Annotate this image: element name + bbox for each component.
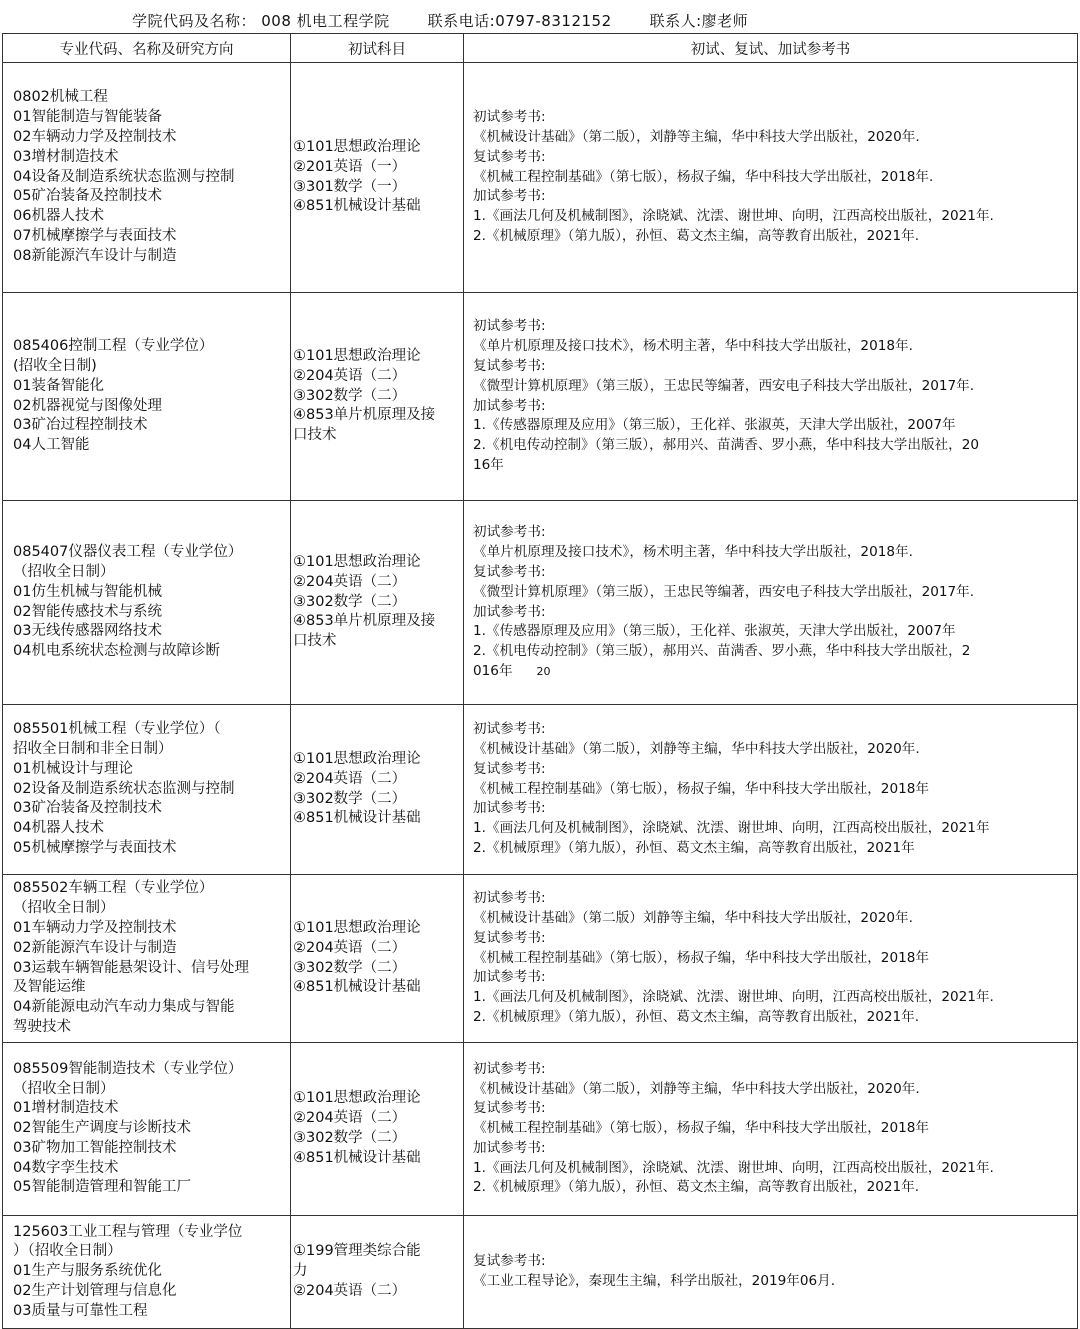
major-line: 085509智能制造技术（专业学位）: [13, 1060, 243, 1077]
major-line: 02车辆动力学及控制技术: [13, 129, 177, 145]
books-line: 复试参考书:: [473, 563, 546, 580]
major-cell: [3, 875, 291, 1042]
books-line: 加试参考书:: [473, 603, 546, 620]
major-line: 085501机械工程（专业学位）（: [13, 721, 221, 738]
books-line: 复试参考书:: [473, 1253, 546, 1270]
books-line: 2.《机电传动控制》（第三版），郝用兴、苗满香、罗小燕，华中科技大学出版社，2: [473, 643, 971, 660]
exam-line: 口技术: [293, 633, 337, 650]
books-line: 《机械工程控制基础》（第七版），杨叔子编，华中科技大学出版社，2018年: [473, 780, 929, 797]
books-line: 2.《机械原理》（第九版），孙恒、葛文杰主编，高等教育出版社，2021年.: [473, 227, 920, 244]
books-line: 2.《机械原理》（第九版），孙恒、葛文杰主编，高等教育出版社，2021年: [473, 839, 915, 856]
header-major: 专业代码、名称及研究方向: [3, 34, 291, 62]
exam-cell-lines: [293, 347, 435, 446]
books-line: 1.《传感器原理及应用》（第三版），王化祥、张淑英，天津大学出版社，2007年: [473, 623, 956, 640]
exam-line: ③302数学（二）: [293, 790, 407, 807]
exam-cell: [291, 293, 464, 500]
major-line: ）（招收全日制）: [13, 1243, 122, 1260]
major-cell: [3, 63, 291, 292]
major-line: 01装备智能化: [13, 377, 104, 394]
major-line: （招收全日制）: [13, 563, 115, 580]
books-line: 16年: [473, 456, 504, 473]
books-cell: [464, 501, 1077, 704]
major-cell-lines: [13, 543, 242, 662]
exam-cell: [291, 1043, 464, 1215]
major-line: 04人工智能: [13, 437, 90, 454]
table-row: [2, 705, 1078, 875]
major-cell-lines: [13, 720, 234, 859]
page-number: 20: [536, 664, 551, 678]
exam-line: ①101思想政治理论: [293, 1090, 421, 1107]
books-cell-lines: [473, 1252, 835, 1292]
books-line: 初试参考书:: [473, 1060, 546, 1077]
table-body: [2, 63, 1078, 1329]
books-line: 《工业工程导论》，秦现生主编，科学出版社，2019年06月.: [473, 1273, 836, 1289]
contact-label: 联系人:廖老师: [649, 12, 749, 30]
college-label: 学院代码及名称： 008 机电工程学院: [132, 12, 390, 30]
books-line: 《机械设计基础》（第二版），刘静等主编，华中科技大学出版社，2020年.: [473, 129, 920, 145]
exam-line: ③302数学（二）: [293, 593, 407, 610]
major-line: 03矿冶装备及控制技术: [13, 800, 162, 817]
exam-line: ②204英语（二）: [293, 1110, 407, 1127]
major-line: 02生产计划管理与信息化: [13, 1282, 177, 1299]
major-line: 04数字孪生技术: [13, 1159, 119, 1176]
exam-line: ④853单片机原理及接: [293, 613, 436, 630]
major-line: 03增材制造技术: [13, 148, 119, 165]
exam-line: ①101思想政治理论: [293, 919, 421, 936]
books-line: 复试参考书:: [473, 148, 546, 165]
major-line: 06机器人技术: [13, 208, 104, 225]
books-line: 复试参考书:: [473, 1100, 546, 1117]
table-row: [2, 875, 1078, 1043]
exam-line: ③302数学（二）: [293, 959, 407, 976]
books-line: 《微型计算机原理》（第三版），王忠民等编著，西安电子科技大学出版社，2017年.: [473, 377, 975, 394]
books-line: 复试参考书:: [473, 760, 546, 777]
major-line: 02设备及制造系统状态监测与控制: [13, 780, 235, 797]
major-line: 085407仪器仪表工程（专业学位）: [13, 544, 243, 561]
books-line: 1.《画法几何及机械制图》，涂晓斌、沈澐、谢世坤、向明，江西高校出版社，2021年.: [473, 989, 994, 1006]
books-line: 《机械工程控制基础》（第七版），杨叔子编，华中科技大学出版社，2018年.: [473, 168, 934, 185]
exam-cell: [291, 63, 464, 292]
exam-cell-lines: [293, 750, 421, 829]
books-line: 加试参考书:: [473, 1139, 546, 1156]
books-cell-lines: [473, 889, 994, 1028]
header-books: 初试、复试、加试参考书: [690, 41, 851, 58]
major-cell: [3, 1216, 291, 1328]
major-line: 07机械摩擦学与表面技术: [13, 227, 177, 244]
exam-line: ②201英语（一）: [293, 158, 407, 175]
exam-line: ①101思想政治理论: [293, 138, 421, 155]
exam-line: ③301数学（一）: [293, 178, 407, 195]
major-cell-lines: [13, 88, 234, 266]
exam-cell: [291, 705, 464, 874]
exam-cell: [291, 875, 464, 1042]
exam-line: ③302数学（二）: [293, 387, 407, 404]
major-line: 及智能运维: [13, 979, 86, 996]
books-line: 《微型计算机原理》（第三版），王忠民等编著，西安电子科技大学出版社，2017年.: [473, 583, 975, 600]
table-row: [2, 293, 1078, 501]
admission-table: [2, 33, 1078, 1329]
table-header-row: [2, 33, 1078, 63]
books-line: 1.《画法几何及机械制图》，涂晓斌、沈澐、谢世坤、向明，江西高校出版社，2021年.: [473, 208, 994, 225]
books-line: 复试参考书:: [473, 929, 546, 946]
major-line: 03运载车辆智能悬架设计、信号处理: [13, 959, 249, 976]
exam-line: ①101思想政治理论: [293, 348, 421, 364]
major-line: 03矿物加工智能控制技术: [13, 1139, 177, 1156]
major-line: 085502车辆工程（专业学位）: [13, 880, 214, 897]
books-cell-lines: [473, 523, 974, 681]
books-line: 2.《机电传动控制》（第三版），郝用兴、苗满香、罗小燕，华中科技大学出版社，20: [473, 437, 980, 454]
books-line: 加试参考书:: [473, 800, 546, 817]
major-line: 05矿冶装备及控制技术: [13, 188, 162, 205]
major-cell: [3, 705, 291, 874]
books-cell-lines: [473, 108, 994, 247]
books-cell-lines: [473, 720, 990, 859]
exam-line: ④851机械设计基础: [293, 810, 421, 827]
major-line: 02新能源汽车设计与制造: [13, 939, 177, 956]
exam-line: ②204英语（二）: [293, 770, 407, 787]
major-line: 01机械设计与理论: [13, 760, 133, 777]
books-line: 016年: [473, 662, 513, 679]
exam-cell-lines: [293, 1089, 421, 1168]
books-line: 《机械设计基础》（第二版），刘静等主编，华中科技大学出版社，2020年.: [473, 1080, 920, 1097]
major-line: 02智能生产调度与诊断技术: [13, 1120, 191, 1137]
exam-line: ②204英语（二）: [293, 367, 407, 384]
major-line: 05智能制造管理和智能工厂: [13, 1179, 191, 1196]
books-line: 初试参考书:: [473, 524, 546, 541]
books-cell: [464, 705, 1077, 874]
table-row: [2, 63, 1078, 293]
books-line: 《单片机原理及接口技术》，杨术明主著，华中科技大学出版社，2018年.: [473, 338, 913, 355]
major-line: 02智能传感技术与系统: [13, 603, 162, 620]
major-line: 01生产与服务系统优化: [13, 1263, 162, 1280]
page-header: [132, 10, 786, 31]
major-line: 04新能源电动汽车动力集成与智能: [13, 999, 235, 1016]
major-line: 03矿冶过程控制技术: [13, 417, 148, 434]
major-line: 03质量与可靠性工程: [13, 1302, 148, 1319]
major-cell-lines: [13, 1223, 242, 1322]
books-line: 初试参考书:: [473, 890, 546, 907]
major-line: 085406控制工程（专业学位）: [13, 338, 214, 355]
major-line: （招收全日制）: [13, 1080, 115, 1097]
books-line: 1.《传感器原理及应用》（第三版），王化祥、张淑英，天津大学出版社，2007年: [473, 417, 956, 434]
table-row: [2, 1043, 1078, 1216]
exam-cell-lines: [293, 553, 435, 652]
major-line: 驾驶技术: [13, 1018, 71, 1035]
exam-cell-lines: [293, 138, 421, 217]
major-line: 招收全日制和非全日制）: [13, 741, 173, 757]
books-line: 加试参考书:: [473, 969, 546, 986]
major-cell: [3, 293, 291, 500]
major-line: 125603工业工程与管理（专业学位: [13, 1223, 243, 1240]
books-cell: [464, 63, 1077, 292]
books-line: 初试参考书:: [473, 318, 546, 335]
exam-line: ③302数学（二）: [293, 1130, 407, 1146]
table-row: [2, 501, 1078, 705]
major-line: 04机电系统状态检测与故障诊断: [13, 643, 220, 660]
books-line: 《机械设计基础》（第二版），刘静等主编，华中科技大学出版社，2020年.: [473, 741, 920, 757]
books-line: 《机械工程控制基础》（第七版），杨叔子编，华中科技大学出版社，2018年: [473, 949, 929, 966]
major-cell: [3, 1043, 291, 1215]
exam-line: ①199管理类综合能: [293, 1243, 421, 1260]
books-cell: [464, 1043, 1077, 1215]
major-line: 01仿生机械与智能机械: [13, 583, 162, 600]
books-line: 《单片机原理及接口技术》，杨术明主著，华中科技大学出版社，2018年.: [473, 544, 913, 561]
major-line: 08新能源汽车设计与制造: [13, 247, 177, 264]
books-line: 2.《机械原理》（第九版），孙恒、葛文杰主编，高等教育出版社，2021年.: [473, 1179, 920, 1196]
exam-cell: [291, 1216, 464, 1328]
exam-line: ④853单片机原理及接: [293, 407, 436, 424]
major-line: 02机器视觉与图像处理: [13, 397, 162, 414]
books-line: 加试参考书:: [473, 188, 546, 205]
books-line: 2.《机械原理》（第九版），孙恒、葛文杰主编，高等教育出版社，2021年.: [473, 1008, 920, 1025]
exam-line: ②204英语（二）: [293, 1282, 407, 1299]
exam-cell: [291, 501, 464, 704]
books-cell: [464, 1216, 1077, 1328]
exam-line: ④851机械设计基础: [293, 1149, 421, 1166]
header-exam: 初试科目: [291, 34, 464, 62]
table-row: [2, 1216, 1078, 1329]
major-line: 01车辆动力学及控制技术: [13, 919, 177, 936]
exam-cell-lines: [293, 919, 421, 998]
books-line: 初试参考书:: [473, 721, 546, 738]
books-cell-lines: [473, 1060, 994, 1199]
exam-line: ①101思想政治理论: [293, 750, 421, 767]
major-line: 01增材制造技术: [13, 1100, 119, 1117]
books-line: 1.《画法几何及机械制图》，涂晓斌、沈澐、谢世坤、向明，江西高校出版社，2021年: [473, 820, 990, 837]
exam-line: ①101思想政治理论: [293, 554, 421, 570]
books-line: 1.《画法几何及机械制图》，涂晓斌、沈澐、谢世坤、向明，江西高校出版社，2021年.: [473, 1159, 994, 1176]
exam-line: ④851机械设计基础: [293, 198, 421, 215]
exam-cell-lines: [293, 1242, 421, 1301]
major-line: （招收全日制）: [13, 900, 115, 917]
major-cell-lines: [13, 879, 249, 1037]
major-line: 04设备及制造系统状态监测与控制: [13, 168, 235, 185]
major-line: 0802机械工程: [13, 89, 108, 106]
phone-label: 联系电话:0797-8312152: [427, 12, 612, 30]
major-line: 04机器人技术: [13, 820, 104, 837]
books-line: 加试参考书:: [473, 397, 546, 414]
books-line: 初试参考书:: [473, 109, 546, 126]
major-cell-lines: [13, 1060, 242, 1199]
exam-line: ②204英语（二）: [293, 573, 407, 590]
books-line: 《机械工程控制基础》（第七版），杨叔子编，华中科技大学出版社，2018年: [473, 1120, 929, 1137]
exam-line: 口技术: [293, 427, 337, 444]
books-cell: [464, 875, 1077, 1042]
exam-line: 力: [293, 1263, 308, 1280]
major-line: 01智能制造与智能装备: [13, 109, 162, 126]
major-cell: [3, 501, 291, 704]
major-cell-lines: [13, 337, 213, 456]
major-line: 03无线传感器网络技术: [13, 623, 162, 640]
major-line: 05机械摩擦学与表面技术: [13, 839, 177, 856]
exam-line: ④851机械设计基础: [293, 979, 421, 996]
books-cell-lines: [473, 317, 979, 475]
books-cell: [464, 293, 1077, 500]
books-line: 复试参考书:: [473, 357, 546, 374]
books-line: 《机械设计基础》（第二版）刘静等主编，华中科技大学出版社，2020年.: [473, 910, 913, 926]
major-line: (招收全日制): [13, 357, 97, 374]
exam-line: ②204英语（二）: [293, 939, 407, 956]
